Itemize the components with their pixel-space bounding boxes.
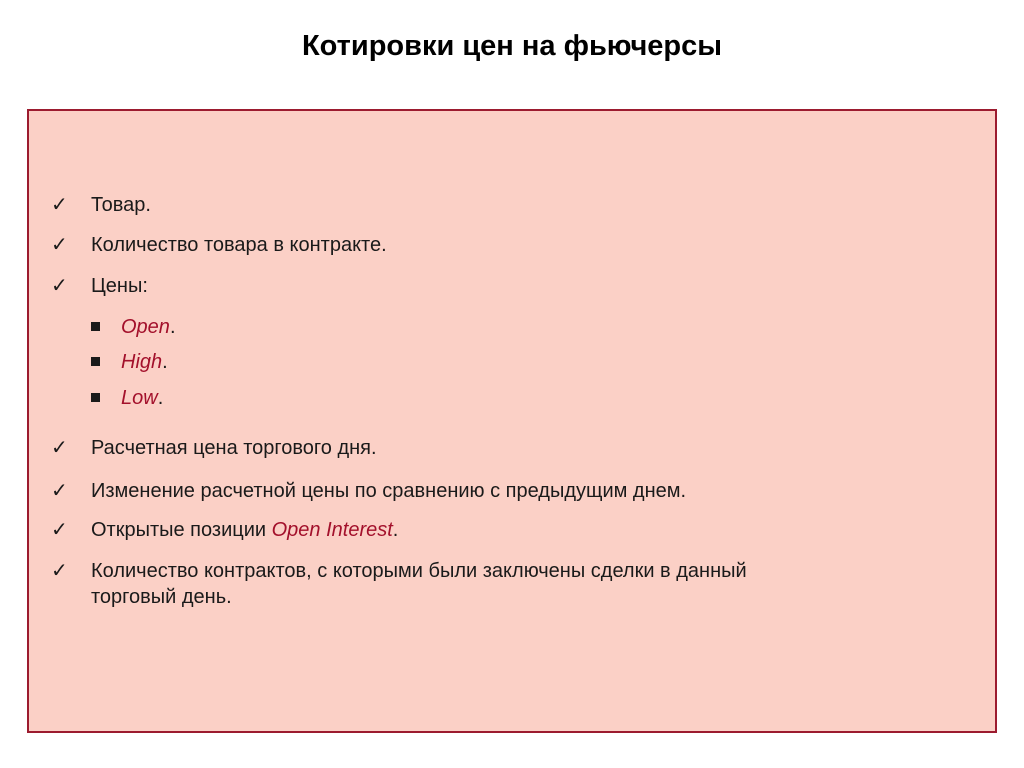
item-text: Количество контрактов, с которыми были заключены сделки в данный торговый день. <box>91 560 747 608</box>
checkmark-icon: ✓ <box>51 194 68 216</box>
square-bullet-icon <box>91 393 100 402</box>
price-name: High <box>121 351 163 373</box>
item-text: Количество товара в контракте. <box>91 234 387 256</box>
square-bullet-icon <box>91 322 100 331</box>
checkmark-icon: ✓ <box>51 437 68 459</box>
square-bullet-icon <box>91 357 100 366</box>
item-text: Изменение расчетной цены по сравнению с предыдущим днем. <box>91 480 687 502</box>
item-text: Открытые позиции Open Interest. <box>91 519 399 541</box>
content-box: ✓ Товар. ✓ Количество товара в контракте. ✓ Цены: Open. High. Low. ✓ Расчетная цена торгового дня. ✓ Изменение расчетной цены по сравнению с предыдущим днем. ✓ Открытые позиции Open Interest. ✓ Количество контрактов, с которыми были заключены сделки в данный торговый день. <box>27 109 997 733</box>
checkmark-icon: ✓ <box>51 519 68 541</box>
slide-title: Котировки цен на фьючерсы <box>301 30 723 62</box>
open-interest-term: Open Interest <box>271 519 393 541</box>
checkmark-icon: ✓ <box>51 480 68 502</box>
price-name: Open <box>121 316 170 338</box>
item-text: Товар. <box>91 194 151 216</box>
checkmark-icon: ✓ <box>51 560 68 582</box>
price-name: Low <box>121 387 158 409</box>
item-text: Цены: <box>91 275 148 297</box>
checkmark-icon: ✓ <box>51 234 68 256</box>
checkmark-icon: ✓ <box>51 275 68 297</box>
item-text: Расчетная цена торгового дня. <box>91 437 377 459</box>
